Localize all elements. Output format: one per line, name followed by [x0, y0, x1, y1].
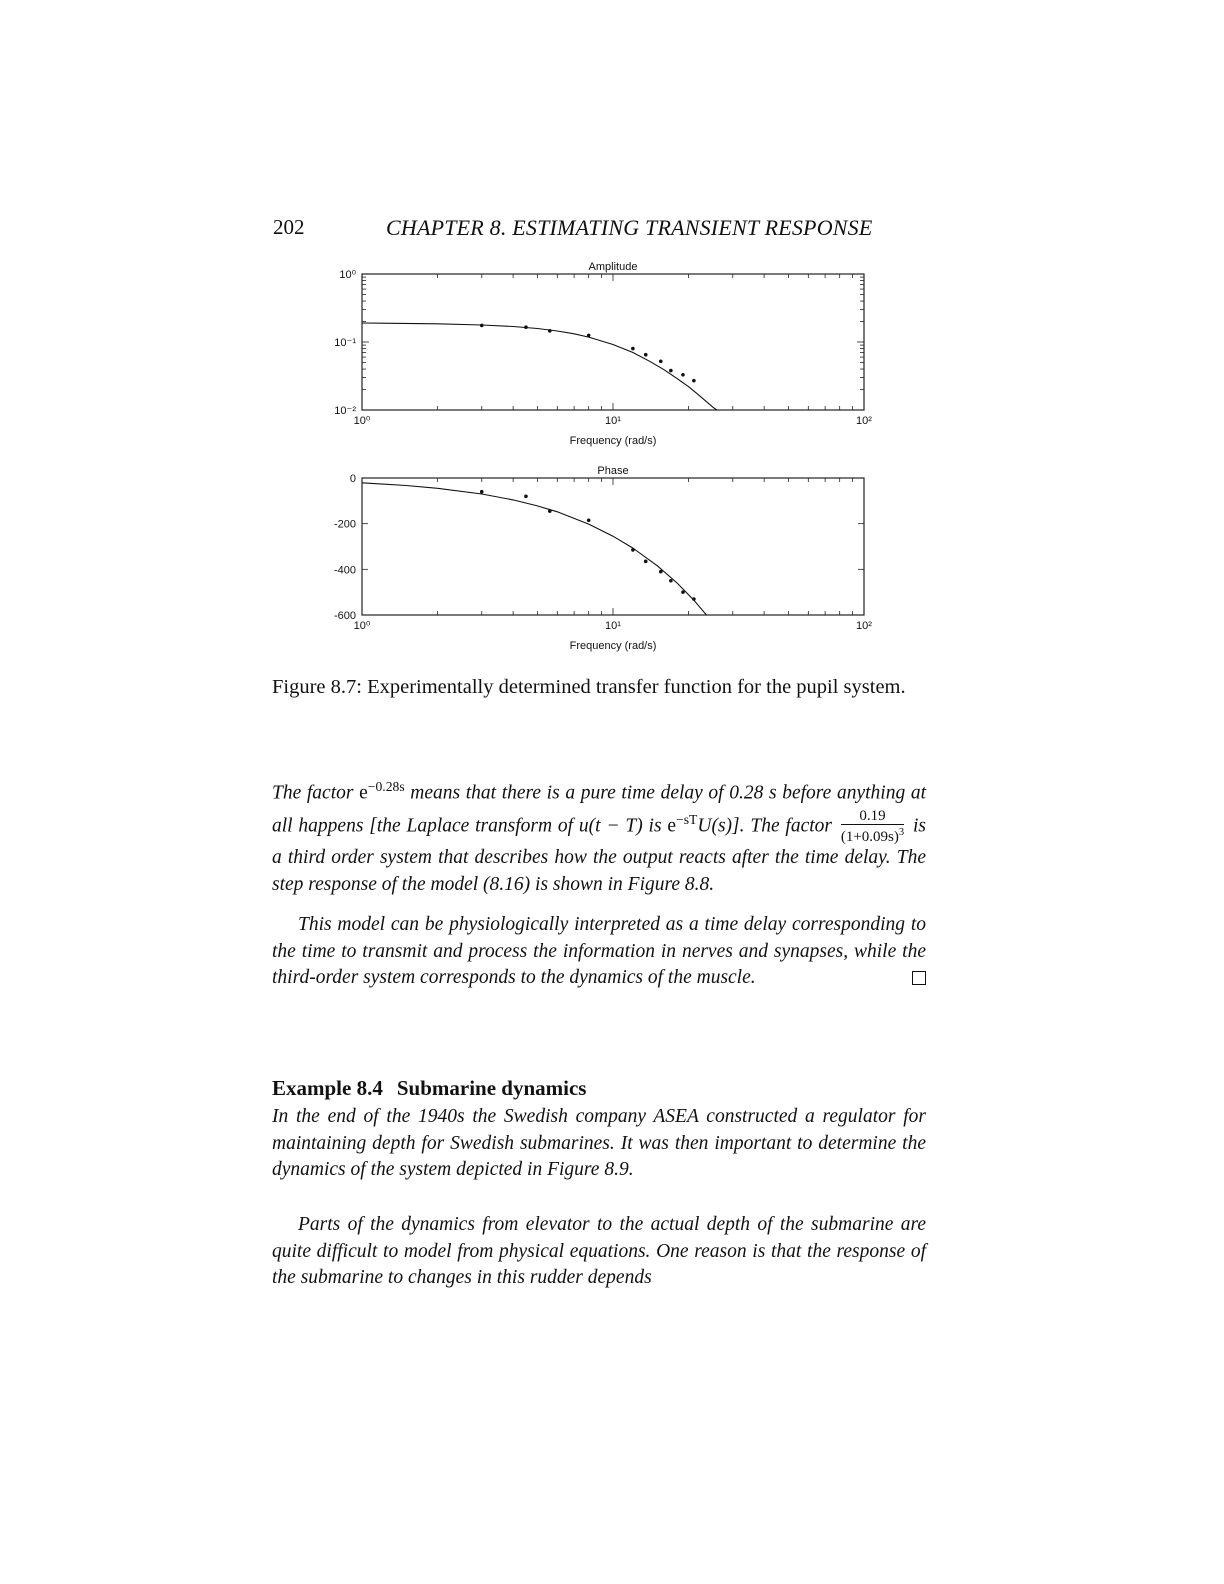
- data-point: [692, 597, 696, 601]
- x-axis-label: Frequency (rad/s): [569, 435, 657, 447]
- paragraph-time-delay: [272, 774, 926, 898]
- example-heading: [272, 1076, 586, 1101]
- plot-title: Phase: [597, 465, 629, 477]
- x-tick-label: 10⁰: [353, 415, 371, 427]
- data-point: [681, 590, 685, 594]
- x-tick-label: 10⁰: [353, 620, 371, 632]
- page-number: 202: [273, 215, 305, 239]
- end-of-example-icon: [912, 971, 926, 985]
- paragraph-submarine-intro: In the end of the 1940s the Swedish company ASEA constructed a regulator for maintaining depth for Swedish submarines. It was then important to determine the dynamics of the system depicted in Figure 8.9.: [272, 1106, 926, 1180]
- data-point: [524, 494, 528, 498]
- fraction: [841, 809, 904, 845]
- amplitude-plot: [320, 258, 900, 448]
- exp2-sup: −sT: [676, 812, 698, 827]
- data-point: [644, 560, 648, 564]
- y-tick-label: 10⁻²: [334, 405, 356, 417]
- data-point: [669, 579, 673, 583]
- exp2-base: e: [667, 815, 677, 837]
- p1-after-exp1: means that there is a pure time delay of 0.28 s before anything at all happens [the Laplace transform of u(t − T) is: [272, 782, 926, 837]
- data-point: [548, 329, 552, 333]
- x-axis-label: Frequency (rad/s): [569, 640, 657, 652]
- plot-title: Amplitude: [588, 261, 638, 273]
- y-tick-label: -200: [333, 518, 356, 531]
- data-point: [659, 570, 663, 574]
- y-tick-label: 10⁻¹: [334, 337, 356, 349]
- x-tick-label: 10¹: [605, 620, 621, 632]
- data-point: [659, 360, 663, 364]
- p2-text: This model can be physiologically interpreted as a time delay corresponding to the time to transmit and process the information in nerves and synapses, while the third-order system corresponds to the dynamics of the muscle.: [272, 914, 926, 988]
- y-tick-label: -400: [333, 564, 356, 577]
- p1-suffix: is a third order system that describes how the output reacts after the time delay. The step response of the model (8.16) is shown in Figure 8.8.: [272, 815, 926, 895]
- exp1-sup: −0.28s: [367, 779, 405, 794]
- x-tick-label: 10¹: [605, 415, 621, 427]
- fraction-denominator: $(1+0.09s)^3$: [840, 827, 905, 846]
- exp1-base: e: [359, 782, 368, 804]
- example-number: Example 8.4: [272, 1076, 383, 1100]
- data-point: [524, 325, 528, 329]
- plot-frame: [362, 478, 864, 615]
- phase-plot: [320, 462, 900, 657]
- data-point: [548, 509, 552, 513]
- data-point: [631, 548, 635, 552]
- x-tick-label: 10²: [856, 415, 872, 427]
- data-point: [587, 334, 591, 338]
- model-curve: [362, 483, 708, 618]
- data-point: [480, 324, 484, 328]
- x-tick-label: 10²: [856, 620, 872, 632]
- figure-caption: Figure 8.7: Experimentally determined transfer function for the pupil system.: [272, 676, 906, 698]
- running-head: CHAPTER 8. ESTIMATING TRANSIENT RESPONSE: [386, 215, 873, 240]
- example-title: Submarine dynamics: [396, 1076, 587, 1100]
- paragraph-physiology: [272, 912, 926, 992]
- plot-frame: [362, 274, 864, 410]
- data-point: [681, 373, 685, 377]
- y-tick-label: 0: [349, 473, 356, 485]
- data-point: [669, 369, 673, 373]
- data-point: [692, 379, 696, 383]
- p1-prefix: The factor: [272, 782, 360, 804]
- paragraph-submarine-dynamics: Parts of the dynamics from elevator to the actual depth of the submarine are quite difficult to model from physical equations. One reason is that the response of the submarine to changes in this rudder depends: [272, 1214, 926, 1288]
- p1-mid: . The factor: [739, 815, 838, 837]
- data-point: [631, 347, 635, 351]
- data-point: [480, 490, 484, 494]
- fraction-numerator: 0.19: [841, 809, 904, 825]
- data-point: [644, 353, 648, 357]
- y-tick-label: -600: [333, 610, 356, 622]
- data-point: [587, 518, 591, 522]
- y-tick-label: 10⁰: [339, 269, 356, 281]
- model-curve: [362, 323, 721, 413]
- exp2-tail: U(s)]: [697, 815, 740, 837]
